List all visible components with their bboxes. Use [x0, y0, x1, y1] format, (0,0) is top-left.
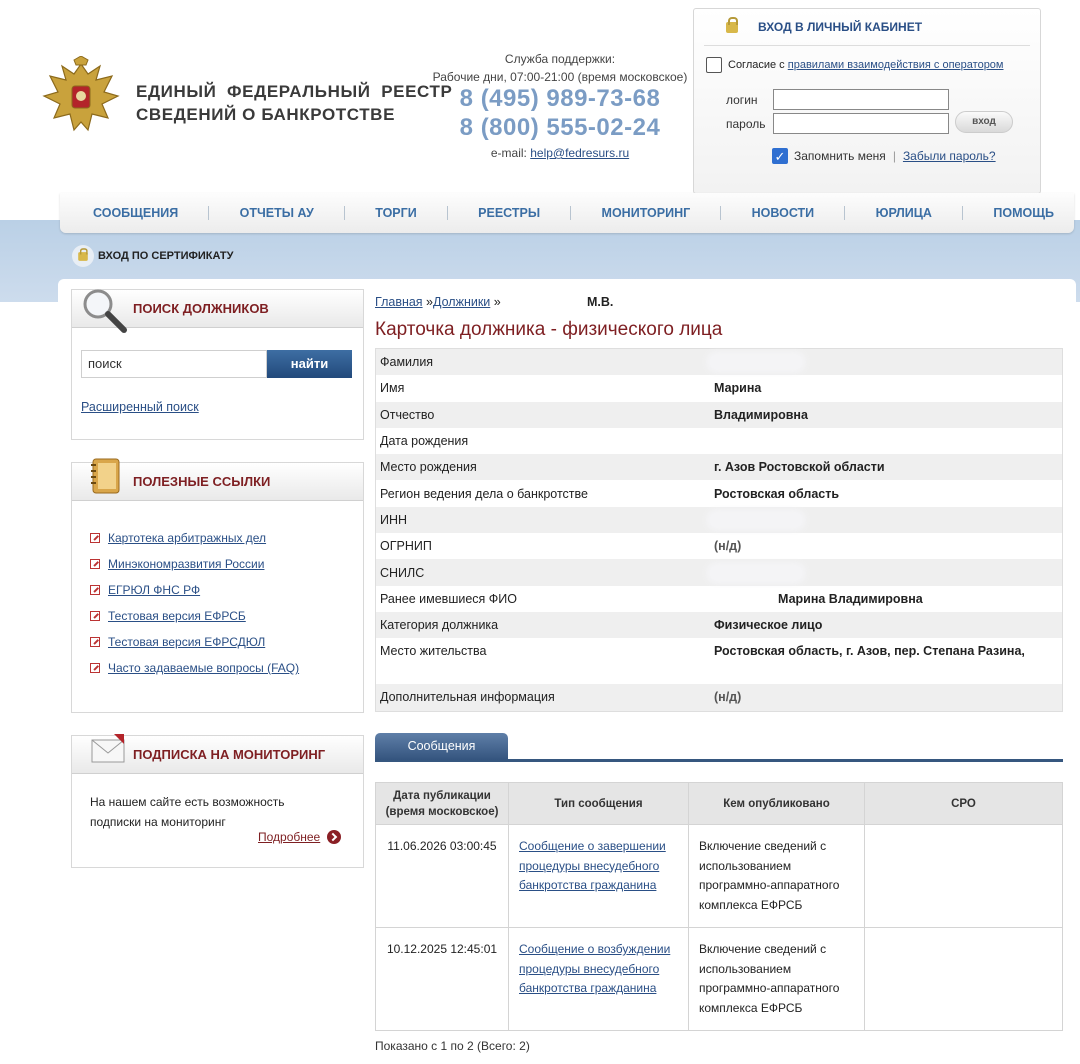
card-row-snils — [376, 559, 1062, 585]
card-row-surname — [376, 349, 1062, 375]
external-link-icon — [90, 611, 100, 621]
row-label: Регион ведения дела о банкротстве — [380, 486, 588, 501]
card-row-ogrnip — [376, 533, 1062, 559]
useful-links-box — [71, 462, 364, 713]
row-label: ОГРНИП — [380, 539, 432, 554]
forgot-password-link[interactable]: Забыли пароль? — [902, 149, 996, 163]
row-label: Фамилия — [380, 355, 434, 370]
row-label: Дополнительная информация — [380, 690, 555, 705]
list-item — [90, 551, 299, 577]
nav-item-news[interactable]: НОВОСТИ — [751, 206, 815, 220]
message-type-link[interactable]: Сообщение о завершении процедуры внесудебного банкротства гражданина — [519, 839, 666, 892]
pagination-summary: Показано с 1 по 2 (Всего: 2) — [375, 1039, 530, 1053]
message-publisher: Включение сведений с использованием программно-аппаратного комплекса ЕФРСБ — [689, 825, 865, 928]
lock-icon — [726, 22, 738, 33]
monitoring-subscribe-header — [72, 736, 363, 774]
card-row-region — [376, 480, 1062, 506]
redacted-value — [710, 355, 802, 369]
envelope-icon — [90, 732, 128, 766]
card-row-patronymic — [376, 402, 1062, 428]
support-phone-2: 8 (800) 555-02-24 — [459, 114, 661, 141]
debtor-search-title: ПОИСК ДОЛЖНИКОВ — [133, 301, 269, 316]
message-sro — [865, 825, 1063, 928]
breadcrumb — [375, 295, 614, 309]
site-title-line1: ЕДИНЫЙ ФЕДЕРАЛЬНЫЙ РЕЕСТР — [136, 82, 453, 101]
tab-bar — [375, 732, 1063, 762]
messages-table — [375, 782, 1063, 1031]
column-header-date: Дата публикации (время московское) — [376, 783, 509, 825]
debtor-search-header — [72, 290, 363, 328]
link-test-efrsdul[interactable]: Тестовая версия ЕФРСДЮЛ — [108, 635, 266, 649]
nav-separator — [344, 206, 345, 220]
breadcrumb-separator: » — [422, 295, 434, 309]
support-label: Служба поддержки: — [504, 52, 616, 66]
message-date: 10.12.2025 12:45:01 — [376, 928, 509, 1031]
row-value: Марина — [714, 381, 762, 396]
message-type-cell — [509, 928, 689, 1031]
row-label: ИНН — [380, 512, 408, 527]
list-item — [90, 603, 299, 629]
useful-links-header — [72, 463, 363, 501]
certificate-icon — [72, 245, 94, 267]
remember-me-label[interactable]: Запомнить меня — [794, 149, 886, 163]
breadcrumb-debtors[interactable]: Должники — [433, 295, 491, 309]
agreement-rules-link[interactable]: правилами взаимодействия с оператором — [787, 59, 1004, 71]
message-type-cell — [509, 825, 689, 928]
arrow-right-icon[interactable] — [327, 830, 341, 844]
redacted-value — [710, 513, 802, 527]
support-email-link[interactable]: help@fedresurs.ru — [530, 146, 630, 160]
login-panel — [693, 8, 1041, 194]
row-value: Физическое лицо — [714, 618, 823, 633]
coat-of-arms-logo[interactable] — [38, 56, 124, 144]
agreement-row — [706, 57, 1004, 73]
link-ministry[interactable]: Минэкономразвития России — [108, 557, 265, 571]
row-label: Ранее имевшиеся ФИО — [380, 591, 517, 606]
certificate-login[interactable] — [72, 245, 233, 267]
useful-links-title: ПОЛЕЗНЫЕ ССЫЛКИ — [133, 474, 271, 489]
card-row-birthplace — [376, 454, 1062, 480]
support-phone-1: 8 (495) 989-73-68 — [459, 85, 661, 112]
nav-item-registries[interactable]: РЕЕСТРЫ — [478, 206, 541, 220]
support-block — [430, 52, 690, 160]
subscribe-more-link[interactable]: Подробнее — [258, 830, 321, 844]
nav-item-monitoring[interactable]: МОНИТОРИНГ — [601, 206, 691, 220]
breadcrumb-current: М.В. — [587, 295, 614, 309]
nav-separator — [844, 206, 845, 220]
row-value: (н/д) — [714, 539, 742, 554]
link-faq[interactable]: Часто задаваемые вопросы (FAQ) — [108, 661, 300, 675]
useful-links-list — [90, 525, 299, 681]
external-link-icon — [90, 559, 100, 569]
card-row-name — [376, 375, 1062, 401]
message-publisher: Включение сведений с использованием программно-аппаратного комплекса ЕФРСБ — [689, 928, 865, 1031]
card-row-category — [376, 612, 1062, 638]
subscribe-more[interactable] — [258, 830, 341, 844]
link-test-efrsb[interactable]: Тестовая версия ЕФРСБ — [108, 609, 246, 623]
nav-item-messages[interactable]: СООБЩЕНИЯ — [93, 206, 179, 220]
row-label: Дата рождения — [380, 434, 469, 449]
row-label: Имя — [380, 381, 405, 396]
subscribe-text-line1: На нашем сайте есть возможность — [90, 795, 285, 809]
password-label: пароль — [726, 117, 766, 131]
row-label: СНИЛС — [380, 565, 425, 580]
certificate-login-label[interactable]: ВХОД ПО СЕРТИФИКАТУ — [98, 250, 234, 262]
external-link-icon — [90, 663, 100, 673]
card-row-birthdate — [376, 428, 1062, 454]
row-value: Ростовская область, г. Азов, пер. Степана Разина, — [714, 644, 1025, 659]
table-header-row — [376, 783, 1063, 825]
redacted-value — [710, 566, 802, 580]
row-label: Место рождения — [380, 460, 477, 475]
card-row-inn — [376, 507, 1062, 533]
email-label: e-mail: — [490, 146, 527, 160]
nav-item-legal-entities[interactable]: ЮРЛИЦА — [875, 206, 932, 220]
breadcrumb-home[interactable]: Главная — [375, 295, 423, 309]
breadcrumb-separator: » — [490, 295, 501, 309]
monitoring-subscribe-title: ПОДПИСКА НА МОНИТОРИНГ — [133, 747, 326, 762]
external-link-icon — [90, 585, 100, 595]
row-label: Категория должника — [380, 618, 499, 633]
login-submit-button[interactable]: вход — [955, 111, 1013, 133]
nav-separator — [570, 206, 571, 220]
card-row-former-names — [376, 586, 1062, 612]
site-title-line2: СВЕДЕНИЙ О БАНКРОТСТВЕ — [136, 105, 396, 124]
row-value: Ростовская область — [714, 486, 840, 501]
column-header-sro: СРО — [865, 783, 1063, 825]
remember-row — [772, 148, 996, 164]
card-row-residence — [376, 638, 1062, 684]
monitoring-subscribe-box — [71, 735, 364, 868]
list-item — [90, 629, 299, 655]
message-type-link[interactable]: Сообщение о возбуждении процедуры внесудебного банкротства гражданина — [519, 942, 671, 995]
nav-item-help[interactable]: ПОМОЩЬ — [993, 206, 1054, 220]
agreement-text: Согласие с — [728, 59, 785, 71]
link-egrul[interactable]: ЕГРЮЛ ФНС РФ — [108, 583, 201, 597]
row-value: (н/д) — [714, 690, 742, 705]
external-link-icon — [90, 533, 100, 543]
nav-separator — [208, 206, 209, 220]
site-title[interactable] — [136, 80, 452, 126]
debtor-search-button[interactable]: найти — [267, 350, 352, 378]
login-panel-header — [704, 9, 1030, 46]
advanced-search-link[interactable]: Расширенный поиск — [81, 400, 199, 414]
remember-me-checkbox[interactable]: ✓ — [772, 148, 788, 164]
table-row — [376, 825, 1063, 928]
debtor-card-table — [375, 348, 1063, 712]
list-item — [90, 525, 299, 551]
nav-separator — [720, 206, 721, 220]
page-title: Карточка должника - физического лица — [375, 319, 723, 340]
column-header-type: Тип сообщения — [509, 783, 689, 825]
main-nav — [60, 193, 1074, 233]
external-link-icon — [90, 637, 100, 647]
login-label: логин — [726, 93, 758, 107]
nav-separator — [962, 206, 963, 220]
list-item — [90, 577, 299, 603]
table-row — [376, 928, 1063, 1031]
nav-item-auctions[interactable]: ТОРГИ — [375, 206, 417, 220]
row-label: Место жительства — [380, 644, 487, 659]
separator: | — [892, 149, 896, 163]
subscribe-description — [90, 792, 285, 832]
list-item — [90, 655, 299, 681]
message-sro — [865, 928, 1063, 1031]
login-input[interactable] — [773, 89, 949, 110]
debtor-search-box — [71, 289, 364, 440]
message-date: 11.06.2026 03:00:45 — [376, 825, 509, 928]
login-panel-title: ВХОД В ЛИЧНЫЙ КАБИНЕТ — [758, 20, 923, 34]
tab-messages[interactable]: Сообщения — [375, 733, 508, 760]
notebook-icon — [90, 457, 124, 497]
row-value: Владимировна — [714, 407, 808, 422]
nav-separator — [447, 206, 448, 220]
column-header-publisher: Кем опубликовано — [689, 783, 865, 825]
card-row-additional-info — [376, 684, 1062, 710]
magnifier-icon — [80, 286, 128, 334]
subscribe-text-line2: подписки на мониторинг — [90, 815, 226, 829]
password-input[interactable] — [773, 113, 949, 134]
row-value: г. Азов Ростовской области — [714, 460, 885, 475]
row-value: Марина Владимировна — [778, 591, 923, 606]
debtor-search-input[interactable]: поиск — [81, 350, 267, 378]
support-hours: Рабочие дни, 07:00-21:00 (время московское) — [432, 70, 688, 84]
row-label: Отчество — [380, 407, 435, 422]
lock-icon — [78, 252, 88, 261]
nav-item-reports[interactable]: ОТЧЕТЫ АУ — [239, 206, 314, 220]
link-arbitration-cases[interactable]: Картотека арбитражных дел — [108, 531, 267, 545]
agreement-checkbox[interactable] — [706, 57, 722, 73]
